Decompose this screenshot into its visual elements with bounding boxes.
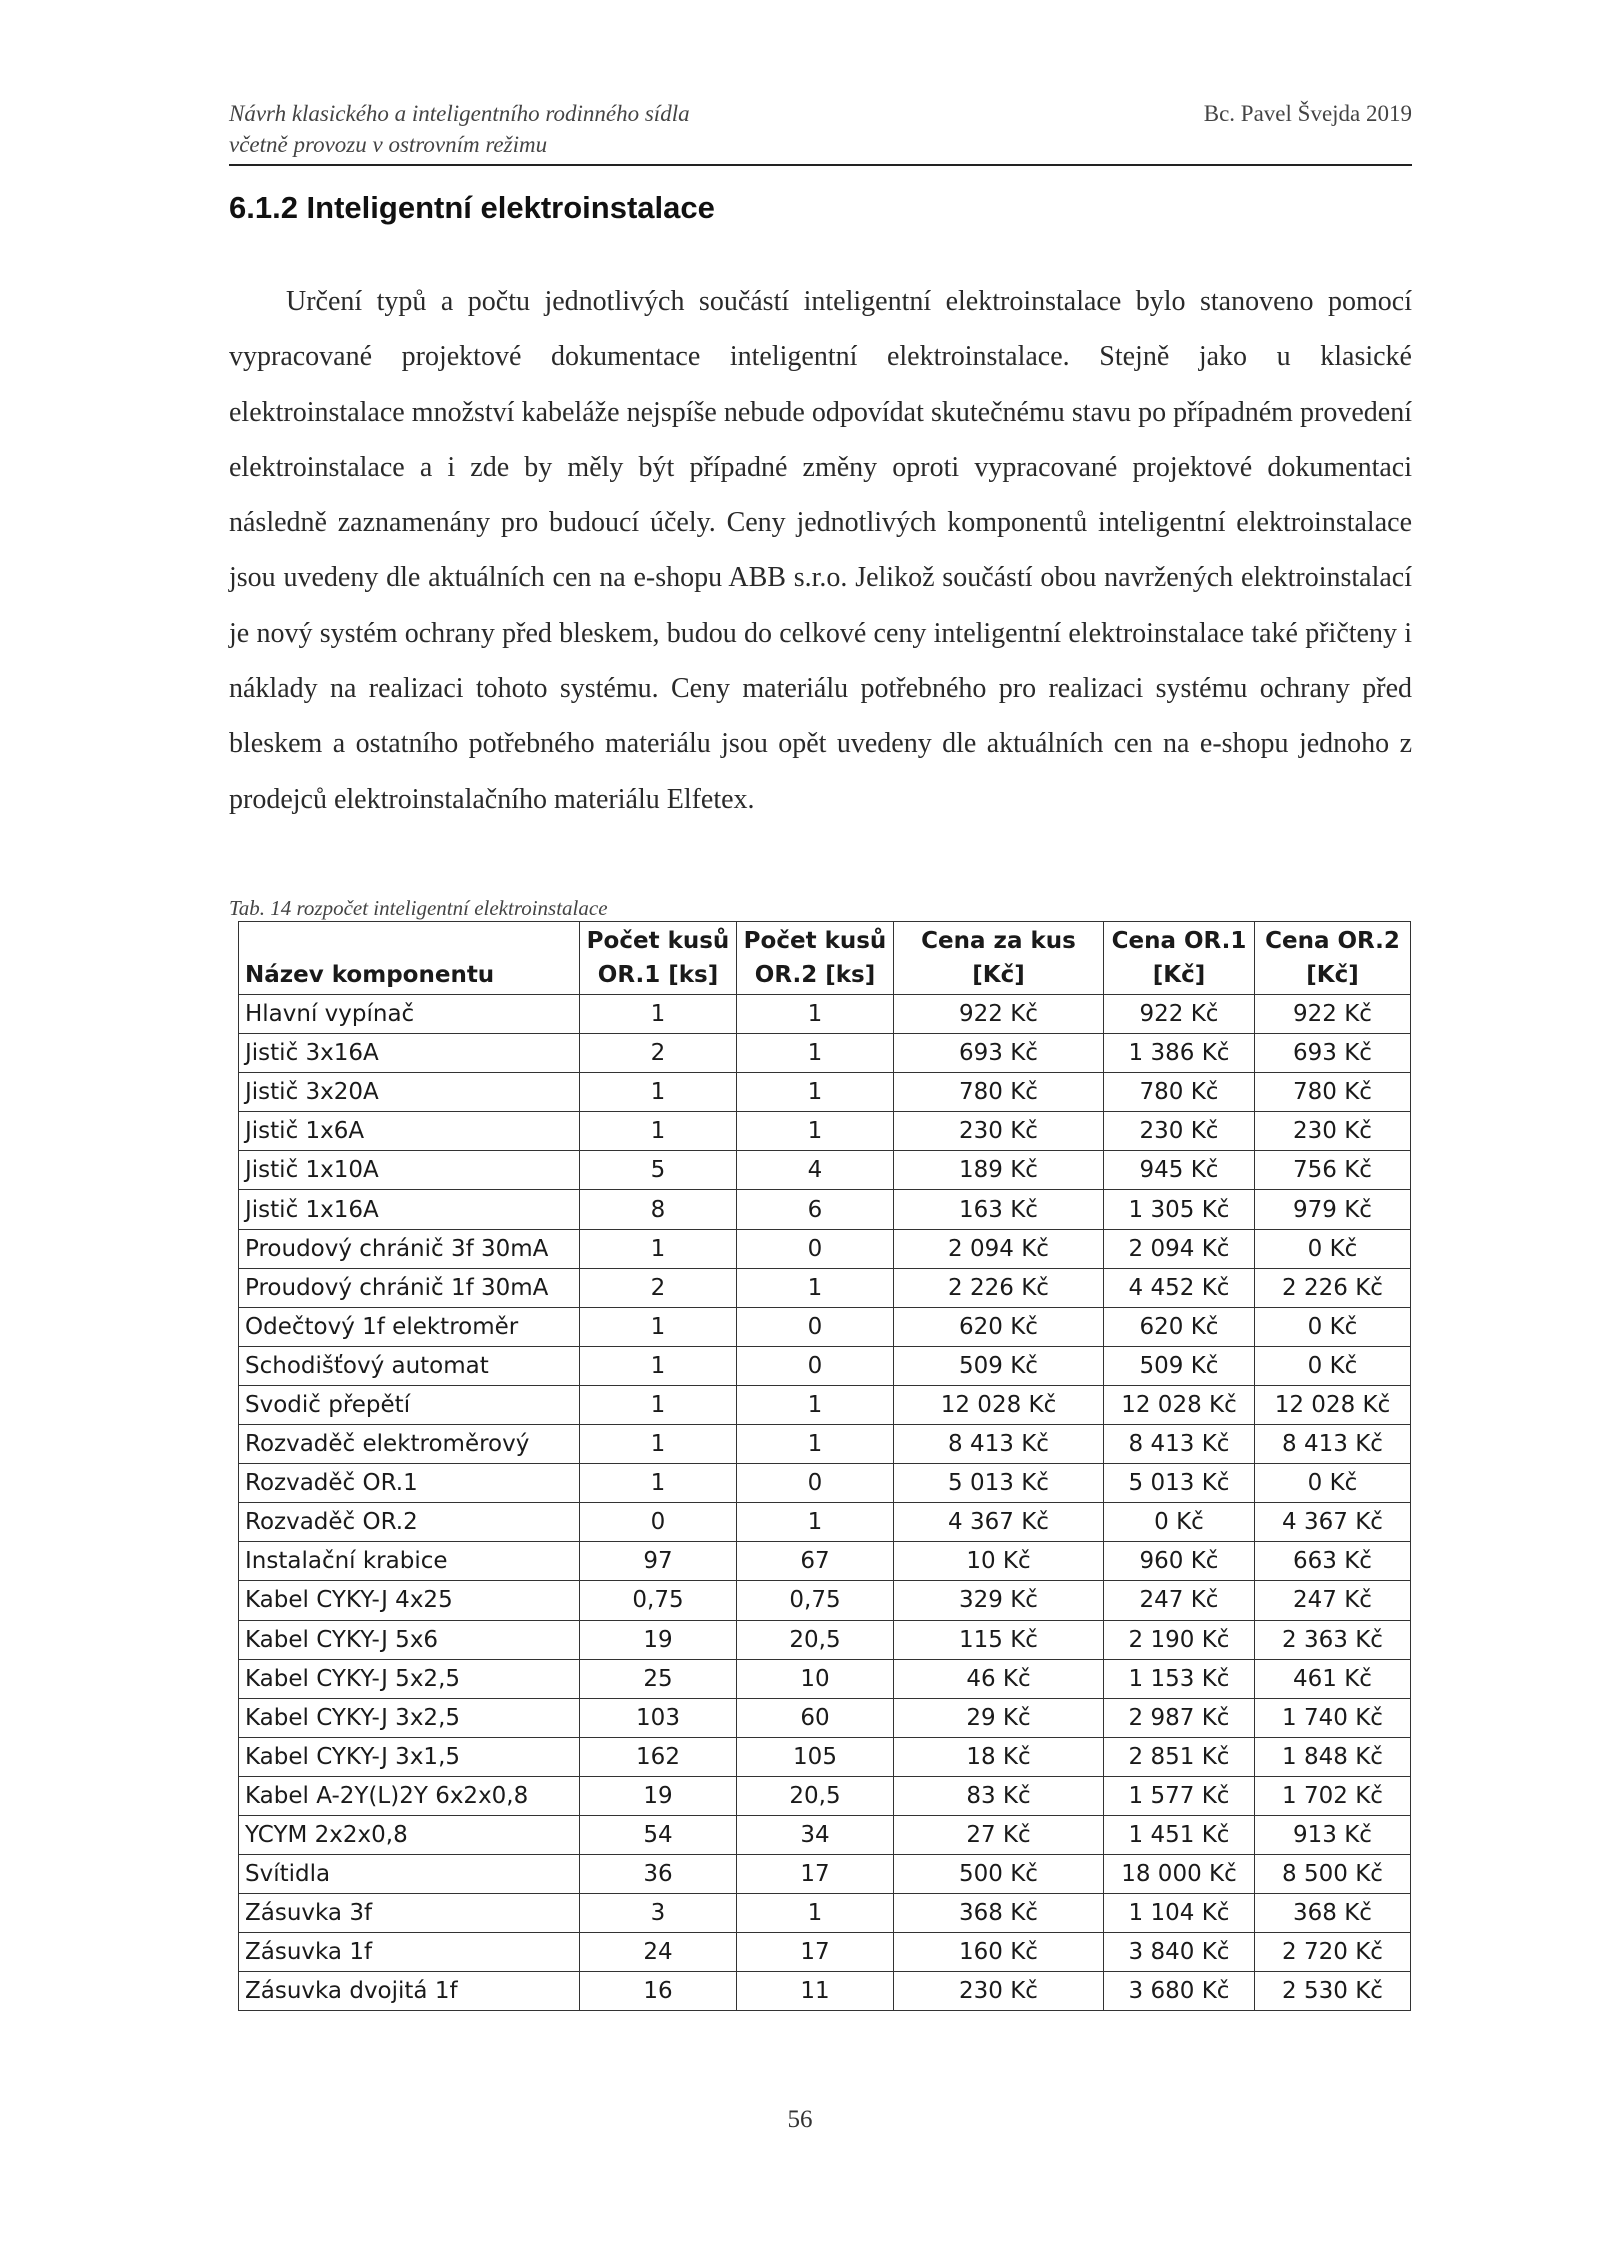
cell-count-or1: 1 xyxy=(580,1112,737,1151)
page-header xyxy=(229,94,1412,166)
table-row xyxy=(239,1972,1411,2011)
table-row xyxy=(239,1776,1411,1815)
cell-price-or2: 368 Kč xyxy=(1255,1894,1411,1933)
cell-unit-price: 2 094 Kč xyxy=(894,1229,1104,1268)
cell-component-name: Instalační krabice xyxy=(239,1542,580,1581)
cell-count-or2: 0 xyxy=(737,1346,894,1385)
cell-count-or2: 17 xyxy=(737,1855,894,1894)
cell-count-or1: 1 xyxy=(580,1425,737,1464)
cell-count-or1: 16 xyxy=(580,1972,737,2011)
table-row xyxy=(239,1815,1411,1854)
table-row xyxy=(239,1268,1411,1307)
table-row xyxy=(239,1346,1411,1385)
cell-price-or1: 0 Kč xyxy=(1104,1503,1255,1542)
cell-count-or2: 4 xyxy=(737,1151,894,1190)
column-header-count-or2: Počet kusů OR.2 [ks] xyxy=(737,922,894,995)
cell-price-or2: 1 702 Kč xyxy=(1255,1776,1411,1815)
cell-count-or2: 67 xyxy=(737,1542,894,1581)
cell-component-name: Proudový chránič 3f 30mA xyxy=(239,1229,580,1268)
cell-price-or2: 2 720 Kč xyxy=(1255,1933,1411,1972)
cell-count-or1: 19 xyxy=(580,1776,737,1815)
cell-unit-price: 83 Kč xyxy=(894,1776,1104,1815)
cell-component-name: Odečtový 1f elektroměr xyxy=(239,1307,580,1346)
cell-price-or1: 509 Kč xyxy=(1104,1346,1255,1385)
cell-price-or2: 8 413 Kč xyxy=(1255,1425,1411,1464)
cell-unit-price: 230 Kč xyxy=(894,1972,1104,2011)
cell-price-or1: 1 305 Kč xyxy=(1104,1190,1255,1229)
column-header-unit-price: Cena za kus [Kč] xyxy=(894,922,1104,995)
table-row xyxy=(239,1542,1411,1581)
cell-price-or2: 247 Kč xyxy=(1255,1581,1411,1620)
cell-count-or2: 11 xyxy=(737,1972,894,2011)
column-header-count-or1: Počet kusů OR.1 [ks] xyxy=(580,922,737,995)
cell-count-or1: 0 xyxy=(580,1503,737,1542)
cell-price-or1: 922 Kč xyxy=(1104,995,1255,1034)
cell-price-or1: 1 577 Kč xyxy=(1104,1776,1255,1815)
cell-component-name: Rozvaděč OR.1 xyxy=(239,1464,580,1503)
table-row xyxy=(239,1894,1411,1933)
cell-count-or1: 2 xyxy=(580,1268,737,1307)
cell-price-or2: 756 Kč xyxy=(1255,1151,1411,1190)
cell-component-name: Jistič 3x16A xyxy=(239,1034,580,1073)
cell-count-or1: 1 xyxy=(580,1464,737,1503)
cell-price-or1: 780 Kč xyxy=(1104,1073,1255,1112)
cell-component-name: Kabel CYKY-J 3x2,5 xyxy=(239,1698,580,1737)
cell-unit-price: 160 Kč xyxy=(894,1933,1104,1972)
cell-price-or2: 230 Kč xyxy=(1255,1112,1411,1151)
cell-component-name: Jistič 1x10A xyxy=(239,1151,580,1190)
cell-price-or2: 8 500 Kč xyxy=(1255,1855,1411,1894)
cell-count-or2: 1 xyxy=(737,1112,894,1151)
cell-price-or2: 663 Kč xyxy=(1255,1542,1411,1581)
table-caption: Tab. 14 rozpočet inteligentní elektroinstalace xyxy=(229,896,608,920)
cell-unit-price: 693 Kč xyxy=(894,1034,1104,1073)
column-header-component-name: Název komponentu xyxy=(239,922,580,995)
cell-component-name: Rozvaděč elektroměrový xyxy=(239,1425,580,1464)
cell-price-or2: 0 Kč xyxy=(1255,1464,1411,1503)
cell-count-or2: 1 xyxy=(737,1894,894,1933)
cell-price-or2: 780 Kč xyxy=(1255,1073,1411,1112)
table-row xyxy=(239,1737,1411,1776)
cell-unit-price: 163 Kč xyxy=(894,1190,1104,1229)
cell-price-or1: 4 452 Kč xyxy=(1104,1268,1255,1307)
cell-count-or1: 1 xyxy=(580,995,737,1034)
cell-count-or2: 20,5 xyxy=(737,1620,894,1659)
table-header-row xyxy=(239,922,1411,995)
cell-price-or1: 1 104 Kč xyxy=(1104,1894,1255,1933)
cell-component-name: Svítidla xyxy=(239,1855,580,1894)
cell-count-or1: 1 xyxy=(580,1307,737,1346)
cell-unit-price: 5 013 Kč xyxy=(894,1464,1104,1503)
table-row xyxy=(239,1190,1411,1229)
cell-unit-price: 620 Kč xyxy=(894,1307,1104,1346)
table-row xyxy=(239,1464,1411,1503)
cell-count-or1: 19 xyxy=(580,1620,737,1659)
cell-price-or1: 620 Kč xyxy=(1104,1307,1255,1346)
cell-component-name: Rozvaděč OR.2 xyxy=(239,1503,580,1542)
cell-price-or2: 2 530 Kč xyxy=(1255,1972,1411,2011)
cell-unit-price: 368 Kč xyxy=(894,1894,1104,1933)
table-row xyxy=(239,1229,1411,1268)
table-row xyxy=(239,1307,1411,1346)
table-row xyxy=(239,1151,1411,1190)
cell-unit-price: 509 Kč xyxy=(894,1346,1104,1385)
cell-unit-price: 189 Kč xyxy=(894,1151,1104,1190)
cell-price-or2: 12 028 Kč xyxy=(1255,1385,1411,1424)
cell-unit-price: 500 Kč xyxy=(894,1855,1104,1894)
cell-count-or2: 1 xyxy=(737,1034,894,1073)
table-row xyxy=(239,1659,1411,1698)
cell-unit-price: 27 Kč xyxy=(894,1815,1104,1854)
cell-price-or1: 2 190 Kč xyxy=(1104,1620,1255,1659)
cell-unit-price: 4 367 Kč xyxy=(894,1503,1104,1542)
cell-unit-price: 46 Kč xyxy=(894,1659,1104,1698)
cell-price-or2: 2 363 Kč xyxy=(1255,1620,1411,1659)
cell-component-name: Schodišťový automat xyxy=(239,1346,580,1385)
cell-component-name: Zásuvka 1f xyxy=(239,1933,580,1972)
cell-component-name: Kabel A-2Y(L)2Y 6x2x0,8 xyxy=(239,1776,580,1815)
table-row xyxy=(239,995,1411,1034)
cell-component-name: Zásuvka 3f xyxy=(239,1894,580,1933)
page-number: 56 xyxy=(787,2106,813,2133)
cell-count-or1: 0,75 xyxy=(580,1581,737,1620)
cell-price-or1: 18 000 Kč xyxy=(1104,1855,1255,1894)
table-row xyxy=(239,1385,1411,1424)
table-row xyxy=(239,1503,1411,1542)
cell-count-or2: 20,5 xyxy=(737,1776,894,1815)
cell-price-or2: 0 Kč xyxy=(1255,1229,1411,1268)
cell-component-name: Proudový chránič 1f 30mA xyxy=(239,1268,580,1307)
cell-count-or1: 3 xyxy=(580,1894,737,1933)
cell-count-or2: 0 xyxy=(737,1229,894,1268)
cell-unit-price: 12 028 Kč xyxy=(894,1385,1104,1424)
cell-count-or1: 5 xyxy=(580,1151,737,1190)
cell-count-or1: 8 xyxy=(580,1190,737,1229)
cell-price-or1: 230 Kč xyxy=(1104,1112,1255,1151)
cell-component-name: Kabel CYKY-J 5x2,5 xyxy=(239,1659,580,1698)
cell-count-or1: 1 xyxy=(580,1073,737,1112)
cell-price-or2: 913 Kč xyxy=(1255,1815,1411,1854)
cell-count-or2: 1 xyxy=(737,1073,894,1112)
cell-count-or2: 0 xyxy=(737,1307,894,1346)
cell-count-or1: 25 xyxy=(580,1659,737,1698)
cell-count-or2: 1 xyxy=(737,1385,894,1424)
cell-unit-price: 329 Kč xyxy=(894,1581,1104,1620)
cell-count-or2: 1 xyxy=(737,995,894,1034)
table-row xyxy=(239,1855,1411,1894)
cell-price-or1: 8 413 Kč xyxy=(1104,1425,1255,1464)
column-header-price-or2: Cena OR.2 [Kč] xyxy=(1255,922,1411,995)
cell-count-or1: 54 xyxy=(580,1815,737,1854)
cell-price-or1: 2 094 Kč xyxy=(1104,1229,1255,1268)
section-heading: 6.1.2 Inteligentní elektroinstalace xyxy=(229,190,715,225)
cell-count-or2: 60 xyxy=(737,1698,894,1737)
cell-price-or2: 1 848 Kč xyxy=(1255,1737,1411,1776)
cell-price-or1: 1 386 Kč xyxy=(1104,1034,1255,1073)
cell-component-name: YCYM 2x2x0,8 xyxy=(239,1815,580,1854)
cell-price-or2: 2 226 Kč xyxy=(1255,1268,1411,1307)
table-row xyxy=(239,1034,1411,1073)
cell-component-name: Kabel CYKY-J 5x6 xyxy=(239,1620,580,1659)
cell-price-or2: 693 Kč xyxy=(1255,1034,1411,1073)
table-row xyxy=(239,1698,1411,1737)
thesis-title-line-2: včetně provozu v ostrovním režimu xyxy=(229,132,548,157)
cell-price-or1: 247 Kč xyxy=(1104,1581,1255,1620)
cell-price-or1: 960 Kč xyxy=(1104,1542,1255,1581)
cell-unit-price: 29 Kč xyxy=(894,1698,1104,1737)
cell-count-or2: 17 xyxy=(737,1933,894,1972)
cell-price-or1: 2 851 Kč xyxy=(1104,1737,1255,1776)
cell-count-or1: 1 xyxy=(580,1346,737,1385)
cell-unit-price: 922 Kč xyxy=(894,995,1104,1034)
cell-count-or2: 105 xyxy=(737,1737,894,1776)
cell-count-or1: 1 xyxy=(580,1385,737,1424)
cell-unit-price: 18 Kč xyxy=(894,1737,1104,1776)
cell-price-or1: 2 987 Kč xyxy=(1104,1698,1255,1737)
cell-count-or2: 6 xyxy=(737,1190,894,1229)
cell-price-or1: 1 451 Kč xyxy=(1104,1815,1255,1854)
cell-count-or2: 0,75 xyxy=(737,1581,894,1620)
cell-count-or1: 103 xyxy=(580,1698,737,1737)
cell-component-name: Svodič přepětí xyxy=(239,1385,580,1424)
thesis-title xyxy=(229,98,690,160)
table-row xyxy=(239,1581,1411,1620)
budget-table xyxy=(238,921,1411,2011)
cell-price-or1: 1 153 Kč xyxy=(1104,1659,1255,1698)
cell-unit-price: 780 Kč xyxy=(894,1073,1104,1112)
cell-count-or1: 1 xyxy=(580,1229,737,1268)
table-row xyxy=(239,1073,1411,1112)
table-row xyxy=(239,1620,1411,1659)
table-body xyxy=(239,995,1411,2011)
cell-price-or2: 979 Kč xyxy=(1255,1190,1411,1229)
cell-count-or1: 24 xyxy=(580,1933,737,1972)
cell-price-or1: 12 028 Kč xyxy=(1104,1385,1255,1424)
cell-count-or2: 1 xyxy=(737,1268,894,1307)
cell-count-or2: 1 xyxy=(737,1425,894,1464)
author-year: Bc. Pavel Švejda 2019 xyxy=(1203,101,1412,126)
cell-unit-price: 2 226 Kč xyxy=(894,1268,1104,1307)
cell-component-name: Kabel CYKY-J 3x1,5 xyxy=(239,1737,580,1776)
cell-price-or2: 461 Kč xyxy=(1255,1659,1411,1698)
cell-price-or1: 3 840 Kč xyxy=(1104,1933,1255,1972)
cell-count-or1: 97 xyxy=(580,1542,737,1581)
column-header-price-or1: Cena OR.1 [Kč] xyxy=(1104,922,1255,995)
cell-count-or1: 162 xyxy=(580,1737,737,1776)
cell-component-name: Jistič 1x16A xyxy=(239,1190,580,1229)
cell-component-name: Jistič 1x6A xyxy=(239,1112,580,1151)
cell-component-name: Jistič 3x20A xyxy=(239,1073,580,1112)
cell-component-name: Hlavní vypínač xyxy=(239,995,580,1034)
cell-price-or1: 5 013 Kč xyxy=(1104,1464,1255,1503)
cell-count-or2: 1 xyxy=(737,1503,894,1542)
cell-price-or2: 922 Kč xyxy=(1255,995,1411,1034)
cell-component-name: Kabel CYKY-J 4x25 xyxy=(239,1581,580,1620)
cell-price-or2: 4 367 Kč xyxy=(1255,1503,1411,1542)
cell-price-or2: 1 740 Kč xyxy=(1255,1698,1411,1737)
cell-price-or2: 0 Kč xyxy=(1255,1307,1411,1346)
cell-unit-price: 115 Kč xyxy=(894,1620,1104,1659)
cell-price-or1: 3 680 Kč xyxy=(1104,1972,1255,2011)
cell-count-or1: 36 xyxy=(580,1855,737,1894)
cell-count-or2: 34 xyxy=(737,1815,894,1854)
cell-price-or1: 945 Kč xyxy=(1104,1151,1255,1190)
cell-count-or2: 10 xyxy=(737,1659,894,1698)
cell-count-or1: 2 xyxy=(580,1034,737,1073)
cell-unit-price: 10 Kč xyxy=(894,1542,1104,1581)
body-paragraph: Určení typů a počtu jednotlivých součástí inteligentní elektroinstalace bylo stanoveno pomocí vypracované projektové dokumentace inteligentní elektroinstalace. Stejně jako u klasické elektroinstalace množství kabeláže nejspíše nebude odpovídat skutečnému stavu po případném provedení elektroinstalace a i zde by měly být případné změny oproti vypracované projektové dokumentaci následně zaznamenány pro budoucí účely. Ceny jednotlivých komponentů inteligentní elektroinstalace jsou uvedeny dle aktuálních cen na e-shopu ABB s.r.o. Jelikož součástí obou navržených elektroinstalací je nový systém ochrany před bleskem, budou do celkové ceny inteligentní elektroinstalace také přičteny i náklady na realizaci tohoto systému. Ceny materiálu potřebného pro realizaci systému ochrany před bleskem a ostatního potřebného materiálu jsou opět uvedeny dle aktuálních cen na e-shopu jednoho z prodejců elektroinstalačního materiálu Elfetex. xyxy=(229,286,1412,815)
cell-unit-price: 8 413 Kč xyxy=(894,1425,1104,1464)
table-row xyxy=(239,1933,1411,1972)
cell-price-or2: 0 Kč xyxy=(1255,1346,1411,1385)
cell-count-or2: 0 xyxy=(737,1464,894,1503)
cell-component-name: Zásuvka dvojitá 1f xyxy=(239,1972,580,2011)
cell-unit-price: 230 Kč xyxy=(894,1112,1104,1151)
table-row xyxy=(239,1112,1411,1151)
table-row xyxy=(239,1425,1411,1464)
thesis-title-line-1: Návrh klasického a inteligentního rodinného sídla xyxy=(229,101,690,126)
